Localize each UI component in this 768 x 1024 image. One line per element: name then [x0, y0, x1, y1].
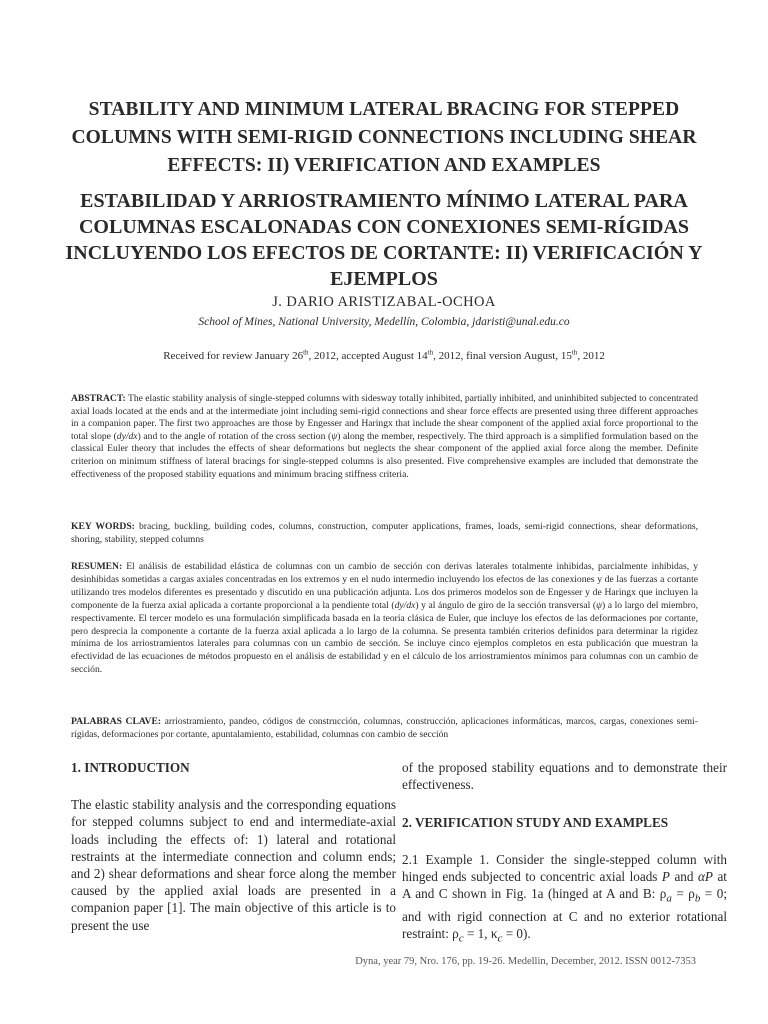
introduction-text: The elastic stability analysis and the corresponding equations for stepped columns subject to end and intermediate-axial loads including the effects of: 1) lateral and rotational restraints at the intermediate connection and column ends; and 2) shear deformations and shear force along the member caused by the applied axial loads are presented in a companion paper [1]. The main objective of this article is to present the use — [71, 797, 396, 933]
introduction-continuation: of the proposed stability equations and to demonstrate their effectiveness. — [402, 760, 727, 793]
left-column — [71, 759, 396, 934]
section-heading-verification: 2. VERIFICATION STUDY AND EXAMPLES — [402, 815, 669, 831]
keywords-label: KEY WORDS: — [71, 521, 135, 532]
palabras-label: PALABRAS CLAVE: — [71, 716, 162, 727]
abstract-label: ABSTRACT: — [71, 393, 126, 404]
journal-footer: Dyna, year 79, Nro. 176, pp. 19-26. Medellin, December, 2012. ISSN 0012-7353 — [355, 956, 696, 967]
title-spanish: ESTABILIDAD Y ARRIOSTRAMIENTO MÍNIMO LATERAL PARA COLUMNAS ESCALONADAS CON CONEXIONES SEMI-RÍGIDAS INCLUYENDO LOS EFECTOS DE CORTANTE: II) VERIFICACIÓN Y EJEMPLOS — [65, 190, 703, 290]
resumen-label: RESUMEN: — [71, 561, 123, 572]
example-1-text: 2.1 Example 1. Consider the single-stepped column with hinged ends subjected to concentric axial loads P and αP at A and C shown in Fig. 1a (hinged at A and B: $\rho_a = \rho_b = 0$; and with rigid connection at C and no exterior rotational restraint: $\rho_c = 1$, $\kappa_c = 0$). — [402, 851, 727, 945]
keywords: KEY WORDS: bracing, buckling, building codes, columns, construction, computer applications, frames, loads, semi-rigid connections, shear deformations, shoring, stability, stepped columns — [71, 521, 698, 545]
author-affiliation: School of Mines, National University, Medellín, Colombia, jdaristi@unal.edu.co — [198, 316, 570, 328]
palabras-clave: PALABRAS CLAVE: arriostramiento, pandeo, códigos de construcción, columnas, construcción, aplicaciones informáticas, marcos, cargas, conexiones semi-rígidas, deformaciones por cortante, apuntalamiento, estabilidad, columnas con cambio de sección — [71, 716, 698, 740]
right-column — [402, 759, 727, 948]
abstract: ABSTRACT: The elastic stability analysis of single-stepped columns with sidesway totally inhibited, partially inhibited, and uninhibited subjected to concentrated axial loads located at the ends and at the intermediate joint including semi-rigid connections and shear force effects are presented using three different approaches in a companion paper. The first two approaches are those by Engesser and Haringx that include the shear component of the applied axial force proportional to the total slope (dy/dx) and to the angle of rotation of the cross section (ψ) along the member, respectively. The third approach is a simplified formulation based on the classical Euler theory that includes the effects of shear deformations but neglects the shear component of the applied axial force along the member. Definite criterion on minimum stiffness of lateral bracings for single-stepped columns is also presented. Five comprehensive examples are included that demonstrate the effectiveness of the proposed stability equations and minimum bracing stiffness criteria. — [71, 393, 698, 480]
resumen: RESUMEN: El análisis de estabilidad elástica de columnas con un cambio de sección con derivas laterales totalmente inhibidas, parcialmente inhibidas, y desinhibidas sometidas a cargas axiales concentradas en los extremos y en el nudo intermedio incluyendo los efectos de las conexiones y de las fuerzas a cortante utilizando tres modelos diferentes es presentado y discutido en una publicación adjunta. Los dos primeros modelos son de Engesser y de Haringx que incluyen la componente de la fuerza axial aplicada a cortante proporcional a la pendiente total (dy/dx) y al ángulo de giro de la sección transversal (ψ) a lo largo del miembro, respectivamente. El tercer modelo es una formulación simplificada basada en la teoría clásica de Euler, que incluye los efectos de las deformaciones por cortante, pero desprecia la componente a cortante de la fuerza axial aplicada a lo largo de la columna. Se presenta también criterios definidos para determinar la rigidez mínima de los arriostramientos laterales para columnas con un cambio de sección. Se incluye cinco ejemplos completos en esta publicación que muestran la efectividad de las ecuaciones de métodos propuesto en el análisis de estabilidad y en el cálculo de los arriostramientos mínimos para columnas con un cambio de sección. — [71, 561, 699, 676]
title-english: STABILITY AND MINIMUM LATERAL BRACING FOR STEPPED COLUMNS WITH SEMI-RIGID CONNECTIONS INCLUDING SHEAR EFFECTS: II) VERIFICATION AND EXAMPLES — [71, 99, 697, 176]
received-dates: Received for review January 26th, 2012, accepted August 14th, 2012, final version August, 15th, 2012 — [163, 348, 605, 362]
section-heading-introduction: 1. INTRODUCTION — [71, 760, 190, 775]
author-name: J. DARIO ARISTIZABAL-OCHOA — [272, 294, 496, 310]
